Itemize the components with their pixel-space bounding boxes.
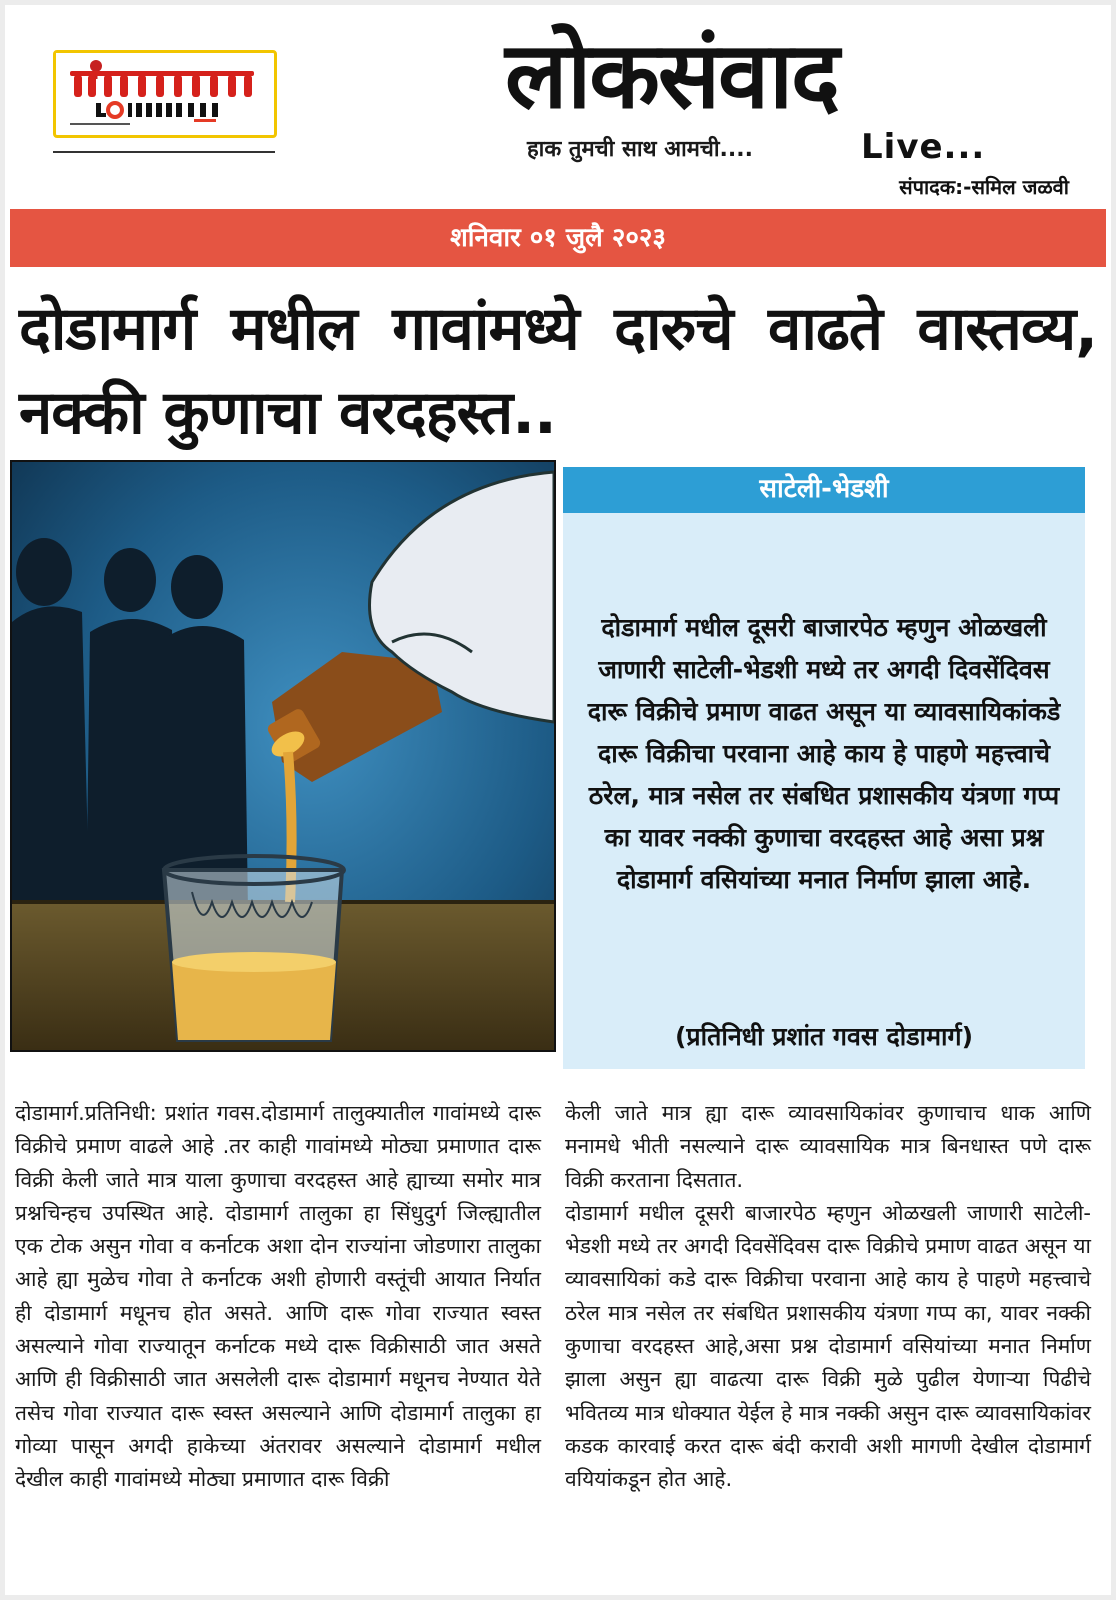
article-paragraph: दोडामार्ग मधील दूसरी बाजारपेठ म्हणुन ओळखली जाणारी साटेली-भेडशी मध्ये तर अगदी दिवसेंदिवस दारू विक्रीचे प्रमाण वाढत असून या व्यावसायिकां कडे दारू विक्रीचा परवाना आहे काय हे पाहणे महत्त्वाचे ठरेल मात्र नसेल तर संबधित प्रशासकीय यंत्रणा गप्प का, यावर नक्की कुणाचा वरदहस्त आहे,असा प्रश्न दोडामार्ग वसियांच्या मनात निर्माण झाला असुन ह्या वाढत्या दारू विक्री मुळे पुढील येणाऱ्या पिढीचे भवितव्य मात्र धोक्यात येईल हे मात्र नक्की असुन दारू व्यावसायिकांवर कडक कारवाई करत दारू बंदी करावी अशी मागणी देखील दोडामार्ग वयियांकडून होत आहे. <box>565 1200 1091 1492</box>
masthead-title: लोकसंवाद <box>505 21 838 129</box>
brand-logo <box>53 50 277 138</box>
logo-graphic <box>56 53 268 129</box>
article-illustration <box>10 460 556 1052</box>
sidebar-credit: (प्रतिनिधी प्रशांत गवस दोडामार्ग) <box>674 1022 974 1051</box>
glass <box>164 856 344 1040</box>
sidebar-body: दोडामार्ग मधील दूसरी बाजारपेठ म्हणुन ओळखली जाणारी साटेली-भेडशी मध्ये तर अगदी दिवसेंदिवस दारू विक्रीचे प्रमाण वाढत असून या व्यावसायिकांकडे दारू विक्रीचा परवाना आहे काय हे पाहणे महत्त्वाचे ठरेल, मात्र नसेल तर संबधित प्रशासकीय यंत्रणा गप्प का यावर नक्की कुणाचा वरदहस्त आहे असा प्रश्न दोडामार्ग वसियांच्या मनात निर्माण झाला आहे. <box>587 613 1061 894</box>
liquor-pour-illustration <box>12 462 554 1050</box>
sidebar-heading: साटेली-भेडशी <box>563 467 1085 513</box>
editor-credit: संपादक:-समिल जळवी <box>899 175 1069 199</box>
article-paragraph: दोडामार्ग.प्रतिनिधी: प्रशांत गवस.दोडामार्ग तालुक्यातील गावांमध्ये दारू विक्रीचे प्रमाण वाढले आहे .तर काही गावांमध्ये मोठ्या प्रमाणात दारू विक्री केली जाते मात्र याला कुणाचा वरदहस्त आहे ह्याच्या समोर मात्र प्रश्नचिन्हच उपस्थित आहे. दोडामार्ग तालुका हा सिंधुदुर्ग जिल्ह्यातील एक टोक असुन गोवा व कर्नाटक अशा दोन राज्यांना जोडणारा तालुका आहे ह्या मुळेच गोवा ते कर्नाटक अशी होणारी वस्तूंची आयात निर्यात ही दोडामार्ग मधूनच होत असते. आणि दारू गोवा राज्यात स्वस्त असल्याने गोवा राज्यातून कर्नाटक मध्ये दारू विक्रीसाठी जात असते आणि ही विक्रीसाठी जात असलेली दारू दोडामार्ग मधूनच नेण्यात येते तसेच गोवा राज्यात दारू स्वस्त असल्याने आणि दोडामार्ग तालुका हा गोव्या पासून अगदी हाकेच्या अंतरावर असल्याने दोडामार्ग मधील देखील काही गावांमध्ये मोठ्या प्रमाणात दारू विक्री <box>15 1101 541 1492</box>
article-column-right <box>565 1097 1091 1497</box>
sidebar-box <box>563 467 1085 1069</box>
headline: दोडामार्ग मधील गावांमध्ये दारुचे वाढते वास्तव्य, नक्की कुणाचा वरदहस्त.. <box>19 294 1097 448</box>
masthead-live: Live... <box>861 127 986 167</box>
date-bar: शनिवार ०१ जुलै २०२३ <box>10 209 1106 267</box>
masthead-tagline: हाक तुमची साथ आमची.... <box>527 137 753 162</box>
article-paragraph: केली जाते मात्र ह्या दारू व्यावसायिकांवर कुणाचाच धाक आणि मनामधे भीती नसल्याने दारू व्यावसायिक मात्र बिनधास्त पणे दारू विक्री करताना दिसतात. <box>565 1101 1091 1192</box>
logo-underline <box>53 151 275 153</box>
article-column-left <box>15 1097 541 1497</box>
newspaper-page <box>5 5 1111 1595</box>
